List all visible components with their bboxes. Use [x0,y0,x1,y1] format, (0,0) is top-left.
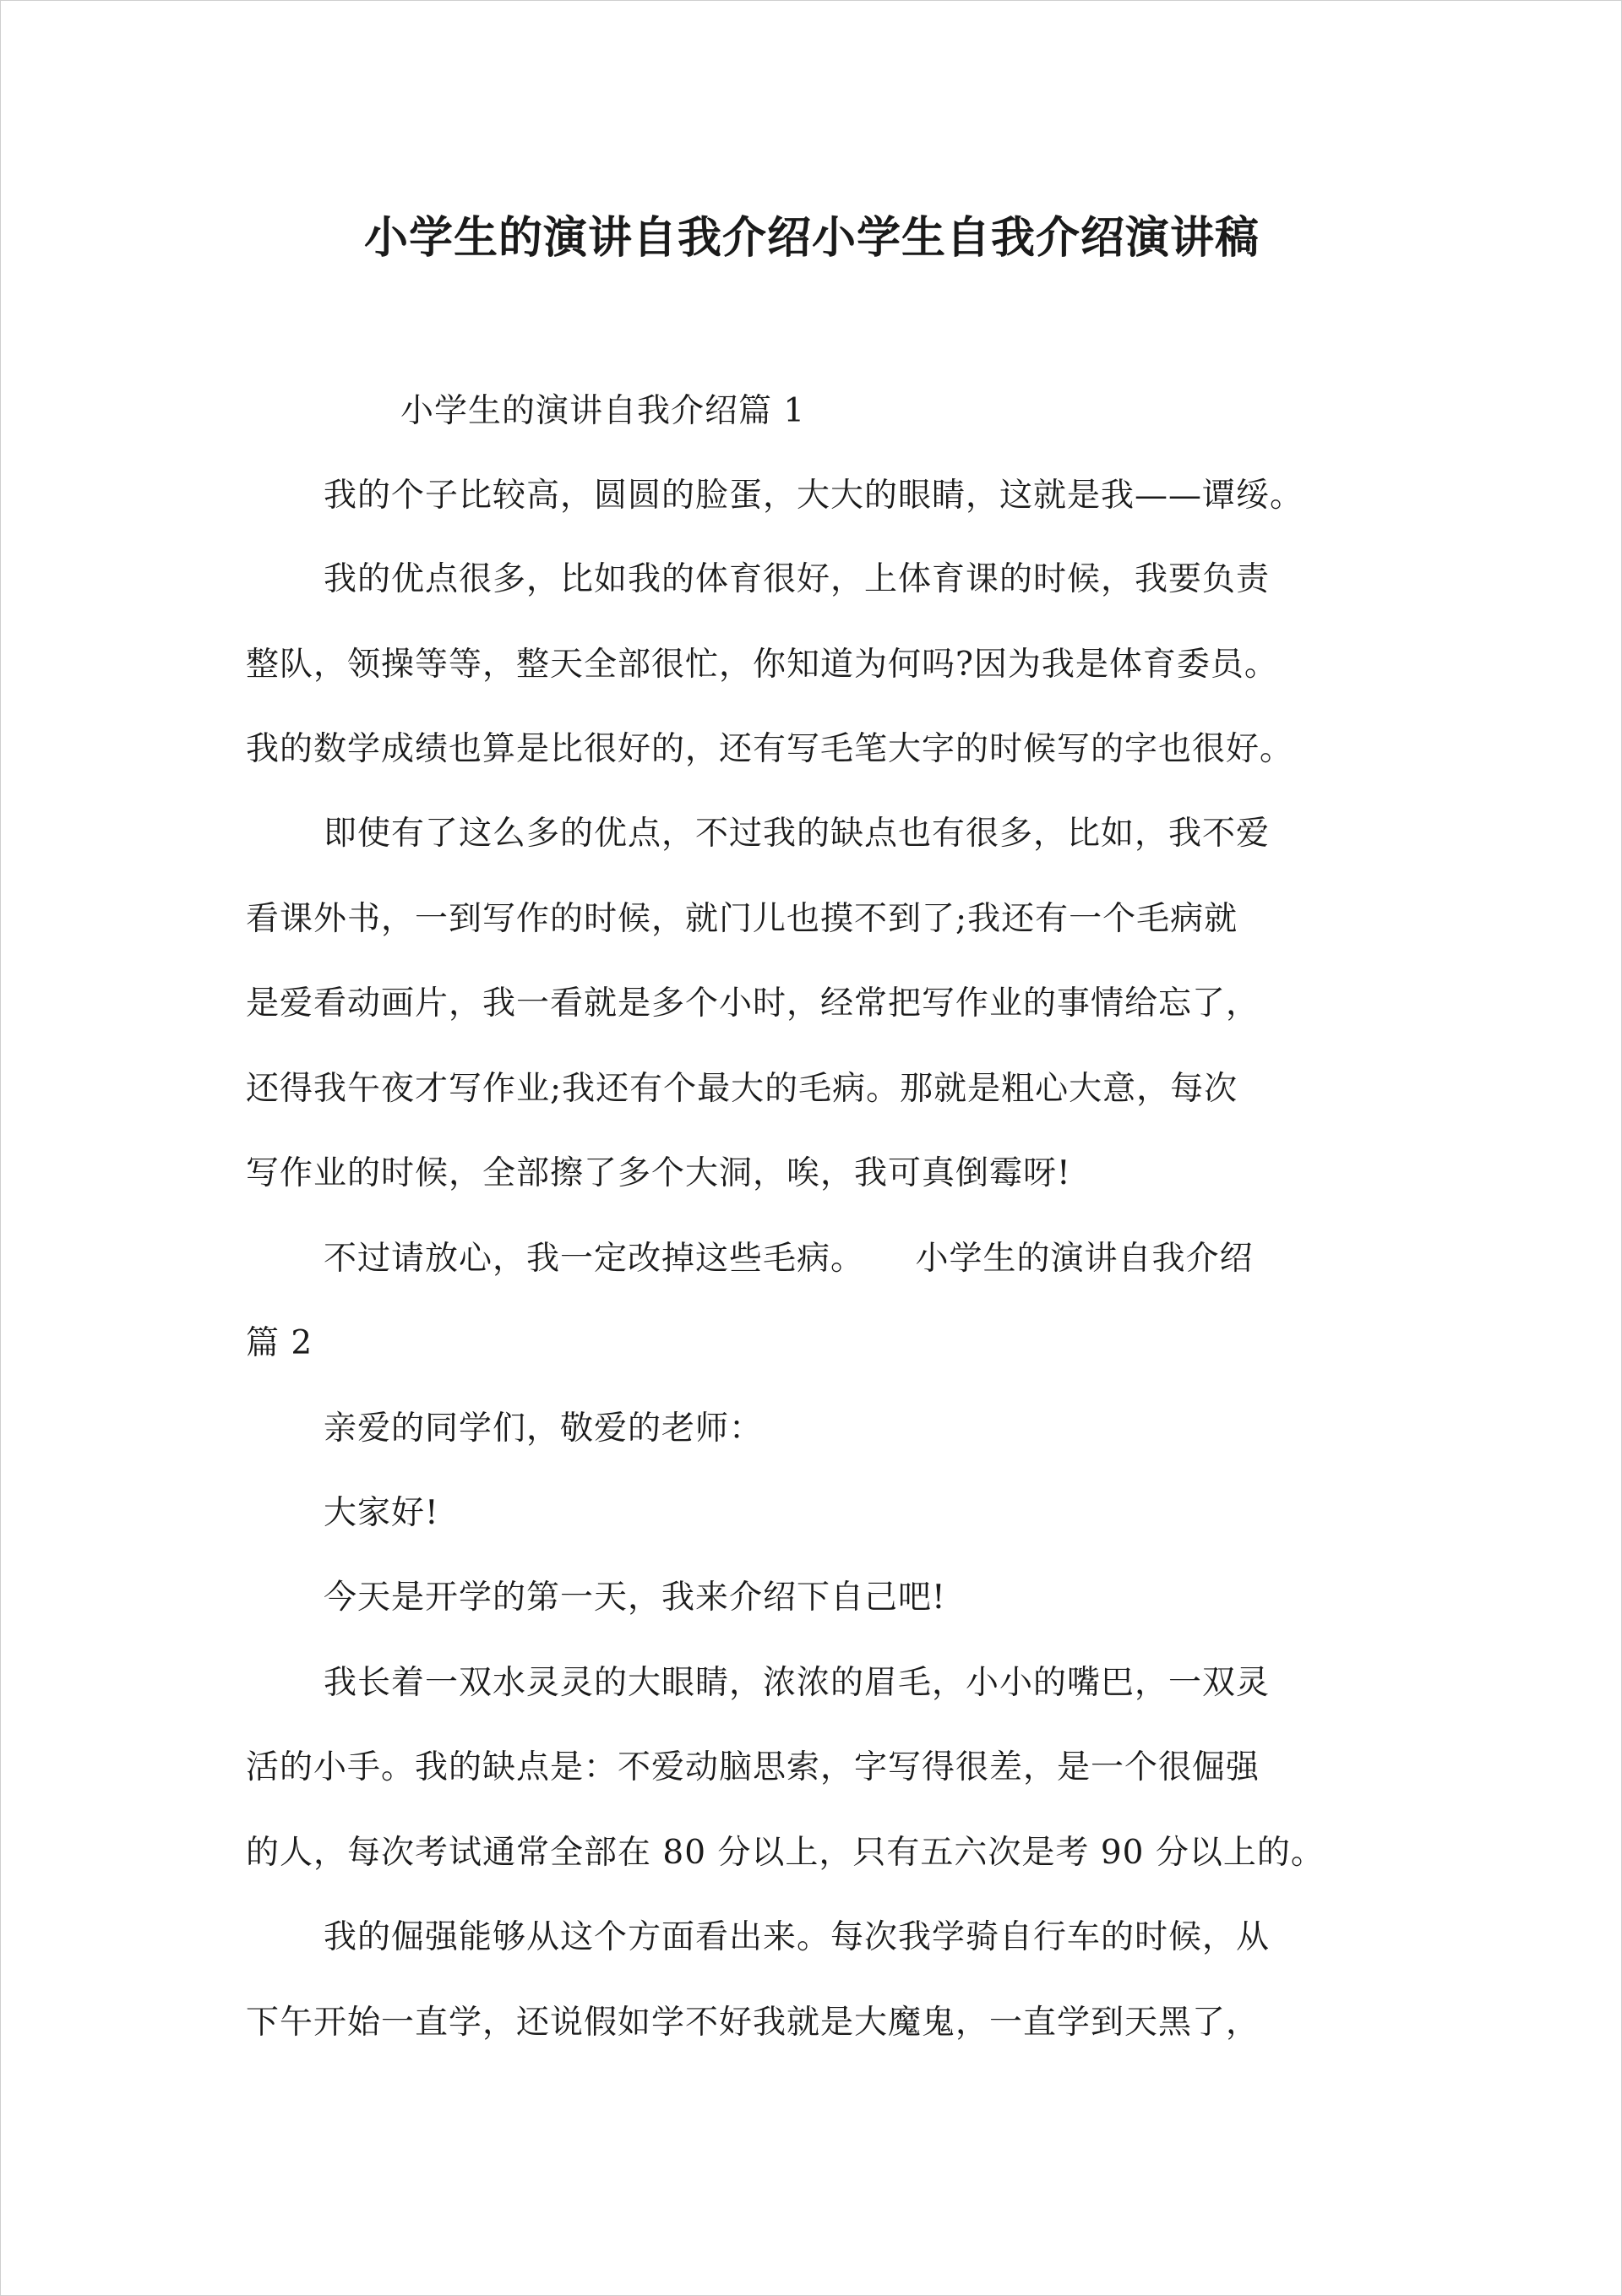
paragraph-line: 活的小手。我的缺点是：不爱动脑思索，字写得很差，是一个很倔强 [246,1748,1260,1786]
paragraph-line: 即使有了这么多的优点，不过我的缺点也有很多，比如，我不爱 [324,815,1271,853]
paragraph-line: 还得我午夜才写作业;我还有个最大的毛病。那就是粗心大意，每次 [246,1070,1238,1108]
paragraph-line: 我的优点很多，比如我的体育很好，上体育课的时候，我要负责 [324,560,1271,598]
paragraph-line: 我的数学成绩也算是比很好的，还有写毛笔大字的时候写的字也很好。 [246,730,1294,768]
paragraph-line: 我的个子比较高，圆圆的脸蛋，大大的眼睛，这就是我——谭绥。 [324,477,1304,515]
page-title: 小学生的演讲自我介绍小学生自我介绍演讲稿 [363,212,1260,264]
paragraph-line: 我长着一双水灵灵的大眼睛，浓浓的眉毛，小小的嘴巴，一双灵 [324,1664,1271,1702]
paragraph-line: 是爱看动画片，我一看就是多个小时，经常把写作业的事情给忘了， [246,984,1260,1023]
paragraph-line: 亲爱的同学们，敬爱的老师： [324,1410,764,1448]
section-heading-1: 小学生的演讲自我介绍篇 1 [400,392,806,430]
paragraph-line: 大家好! [324,1494,439,1532]
paragraph-line: 写作业的时候，全部擦了多个大洞，唉，我可真倒霉呀! [246,1154,1071,1192]
paragraph-line: 的人，每次考试通常全部在 80 分以上，只有五六次是考 90 分以上的。 [246,1834,1325,1872]
section-heading-2-tail: 篇 2 [246,1324,313,1362]
paragraph-line: 今天是开学的第一天，我来介绍下自己吧! [324,1579,946,1617]
paragraph-line: 我的倔强能够从这个方面看出来。每次我学骑自行车的时候，从 [324,1918,1271,1956]
paragraph-line: 不过请放心，我一定改掉这些毛病。 小学生的演讲自我介绍 [324,1240,1254,1278]
paragraph-line: 下午开始一直学，还说假如学不好我就是大魔鬼，一直学到天黑了， [246,2004,1260,2042]
paragraph-line: 看课外书，一到写作的时候，就门儿也摸不到了;我还有一个毛病就 [246,900,1238,938]
paragraph-line: 整队，领操等等，整天全部很忙，你知道为何吗?因为我是体育委员。 [246,646,1278,684]
